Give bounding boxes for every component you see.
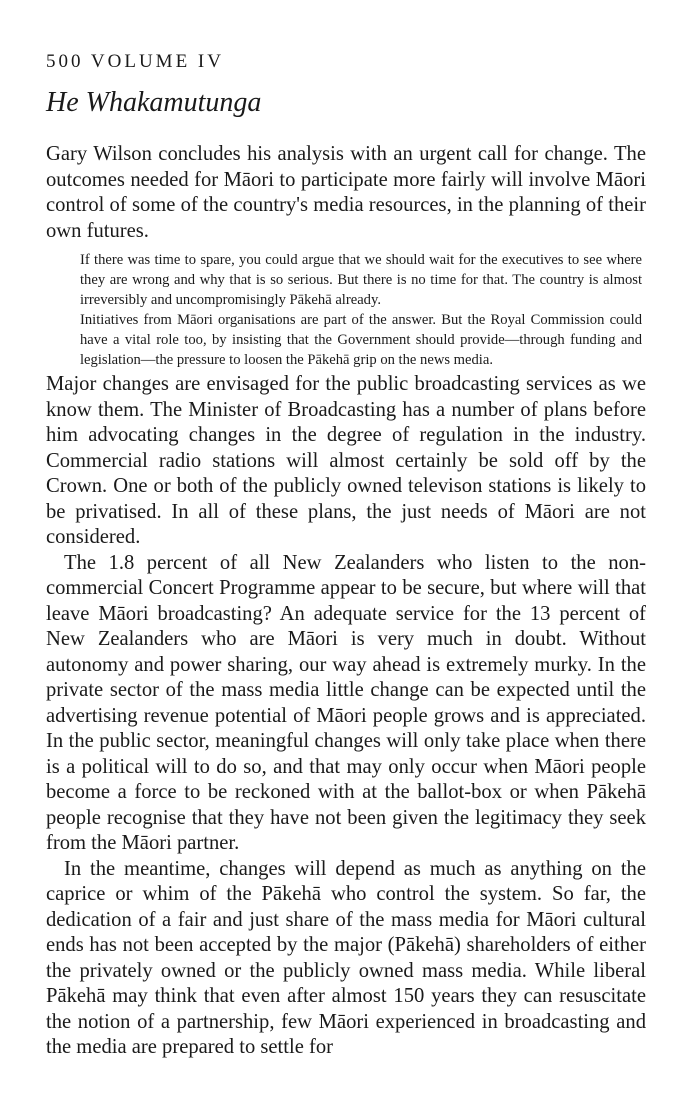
running-head: 500 VOLUME IV (46, 51, 224, 72)
quote-paragraph-1: If there was time to spare, you could argue that we should wait for the executives to see where they are wrong and why that is so serious. But there is no time for that. The country is almost irreversibly and uncompromisingly Pākehā already. (80, 252, 642, 308)
section-title: He Whakamutunga (46, 87, 262, 118)
block-quote (80, 250, 642, 370)
paragraph-concert-programme: The 1.8 percent of all New Zealanders who listen to the non-commercial Concert Programme appear to be secure, but where will that leave Māori broadcasting? An adequate service for the 13 percent of New Zealanders who are Māori is very much in doubt. Without autonomy and power sharing, our way ahead is extremely murky. In the private sector of the mass media little change can be expected until the advertising revenue potential of Māori people grows and is appreciated. In the public sector, meaningful changes will only take place when there is a political will to do so, and that may only occur when Māori people become a force to be reckoned with at the ballot-box or when Pākehā people recognise that they have not been given the legitimacy they seek from the Māori partner. (46, 551, 646, 854)
paragraph-major-changes: Major changes are envisaged for the public broadcasting services as we know them. The Minister of Broadcasting has a number of plans before him advocating changes in the degree of regulation in the industry. Commercial radio stations will almost certainly be sold off by the Crown. One or both of the publicly owned televison stations is likely to be privatised. In all of these plans, the just needs of Māori are not considered. (46, 373, 646, 548)
paragraph-intro: Gary Wilson concludes his analysis with an urgent call for change. The outcomes needed for Māori to participate more fairly will involve Māori control of some of the country's media resources, in the planning of their own futures. (46, 143, 646, 242)
paragraph-meantime: In the meantime, changes will depend as much as anything on the caprice or whim of the Pākehā who control the system. So far, the dedication of a fair and just share of the mass media for Māori cultural ends has not been accepted by the major (Pākehā) shareholders of either the privately owned or the publicly owned mass media. While liberal Pākehā may think that even after almost 150 years they can resuscitate the notion of a partnership, few Māori experienced in broadcasting and the media are prepared to settle for (46, 857, 646, 1058)
quote-paragraph-2: Initiatives from Māori organisations are part of the answer. But the Royal Commission could have a vital role too, by insisting that the Government should provide—through funding and legislation—the pressure to loosen the Pākehā grip on the news media. (80, 312, 642, 368)
